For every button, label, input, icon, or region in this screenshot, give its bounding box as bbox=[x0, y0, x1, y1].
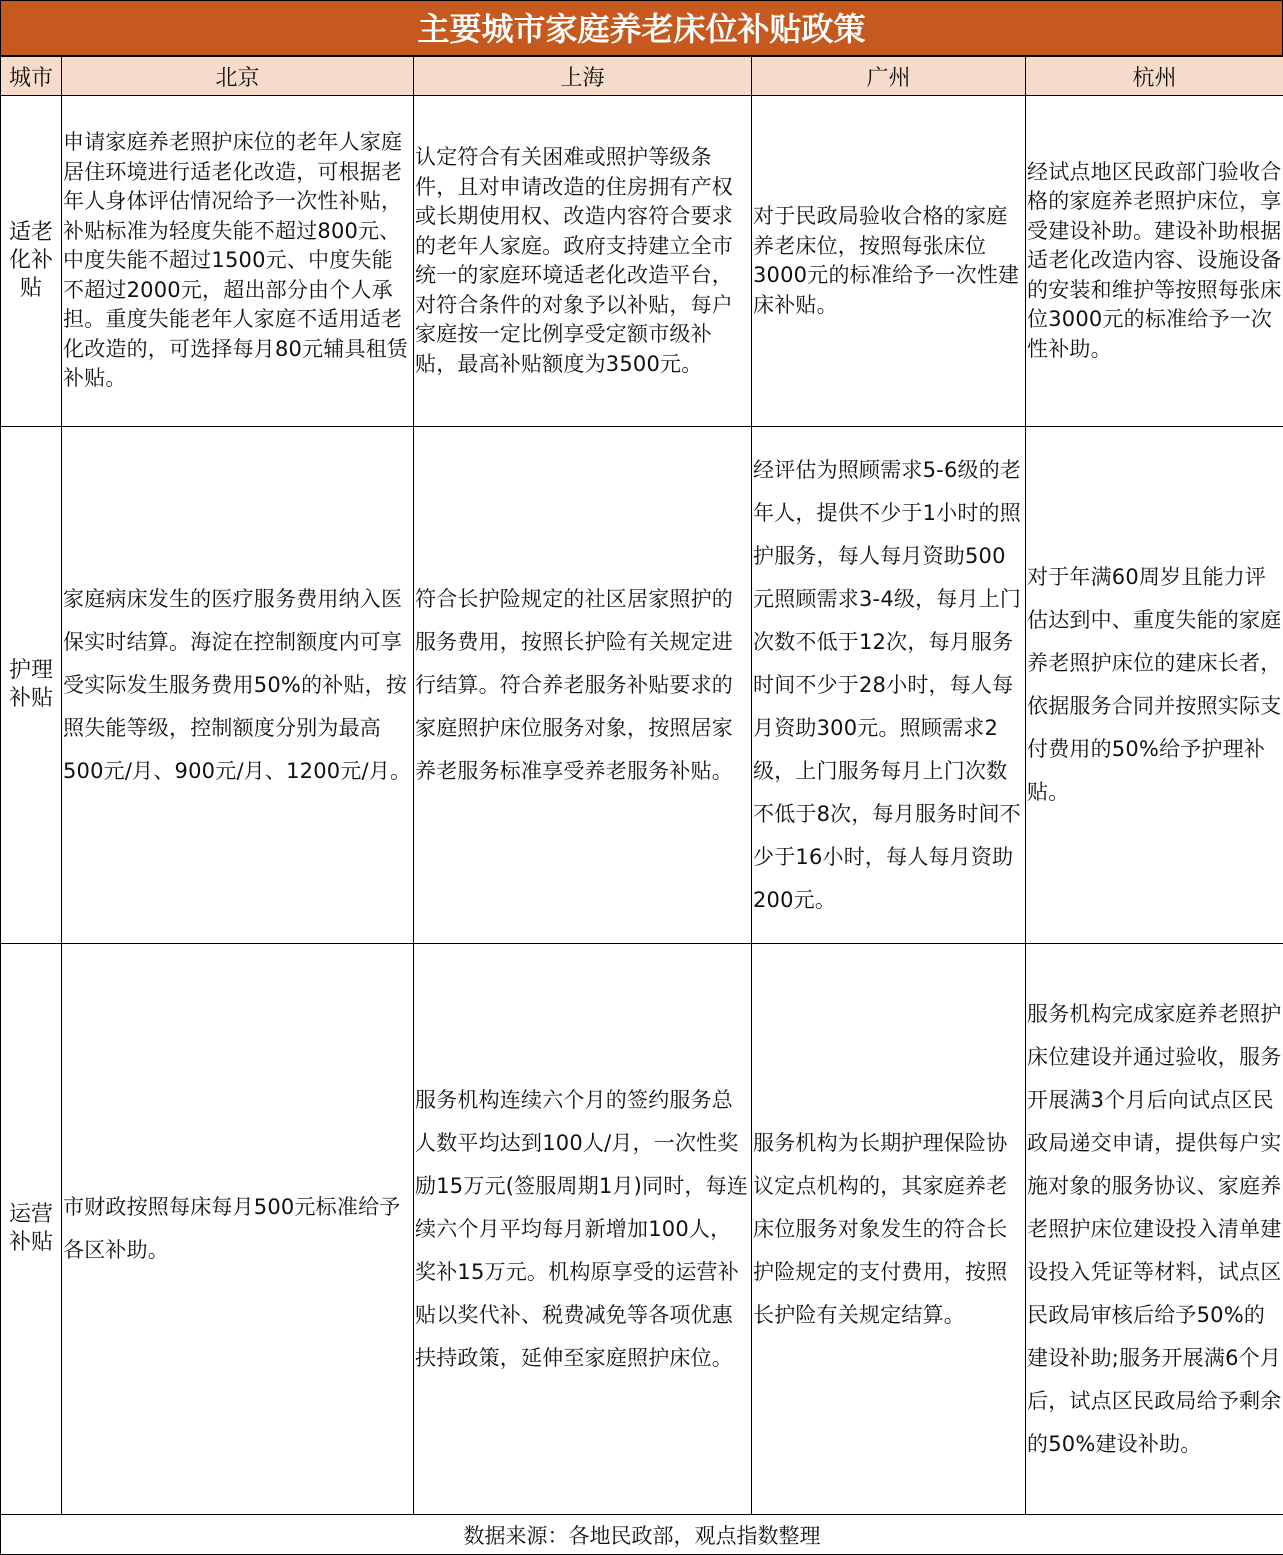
table-row bbox=[1, 427, 1283, 944]
header-city-label: 城市 bbox=[1, 57, 62, 96]
cell-guangzhou-renovation: 对于民政局验收合格的家庭养老床位，按照每张床位3000元的标准给予一次性建床补贴。 bbox=[752, 96, 1026, 427]
cell-beijing-operation: 市财政按照每床每月500元标准给予各区补助。 bbox=[62, 944, 414, 1515]
cell-guangzhou-care: 经评估为照顾需求5-6级的老年人，提供不少于1小时的照护服务，每人每月资助500元照顾需求3-4级，每月上门次数不低于12次，每月服务时间不少于28小时，每人每月资助300元。照顾需求2级，上门服务每月上门次数不低于8次，每月服务时间不少于16小时，每人每月资助200元。 bbox=[752, 427, 1026, 944]
page-title: 主要城市家庭养老床位补贴政策 bbox=[0, 0, 1283, 56]
row-label-renovation: 适老化补贴 bbox=[1, 96, 62, 427]
row-label-care: 护理补贴 bbox=[1, 427, 62, 944]
cell-shanghai-operation: 服务机构连续六个月的签约服务总人数平均达到100人/月，一次性奖励15万元(签服周期1月)同时，每连续六个月平均每月新增加100人，奖补15万元。机构原享受的运营补贴以奖代补、税费减免等各项优惠扶持政策，延伸至家庭照护床位。 bbox=[414, 944, 752, 1515]
row-label-operation: 运营补贴 bbox=[1, 944, 62, 1515]
cell-beijing-renovation: 申请家庭养老照护床位的老年人家庭居住环境进行适老化改造，可根据老年人身体评估情况给予一次性补贴，补贴标准为轻度失能不超过800元、中度失能不超过1500元、中度失能不超过2000元，超出部分由个人承担。重度失能老年人家庭不适用适老化改造的，可选择每月80元辅具租赁补贴。 bbox=[62, 96, 414, 427]
header-shanghai: 上海 bbox=[414, 57, 752, 96]
cell-hangzhou-operation: 服务机构完成家庭养老照护床位建设并通过验收，服务开展满3个月后向试点区民政局递交申请，提供每户实施对象的服务协议、家庭养老照护床位建设投入清单建设投入凭证等材料，试点区民政局审核后给予50%的建设补助;服务开展满6个月后，试点区民政局给予剩余的50%建设补助。 bbox=[1026, 944, 1283, 1515]
cell-shanghai-renovation: 认定符合有关困难或照护等级条件，且对申请改造的住房拥有产权或长期使用权、改造内容符合要求的老年人家庭。政府支持建立全市统一的家庭环境适老化改造平台，对符合条件的对象予以补贴，每户家庭按一定比例享受定额市级补贴，最高补贴额度为3500元。 bbox=[414, 96, 752, 427]
cell-hangzhou-care: 对于年满60周岁且能力评估达到中、重度失能的家庭养老照护床位的建床长者，依据服务合同并按照实际支付费用的50%给予护理补贴。 bbox=[1026, 427, 1283, 944]
header-guangzhou: 广州 bbox=[752, 57, 1026, 96]
table-row bbox=[1, 96, 1283, 427]
policy-table bbox=[0, 56, 1283, 1555]
header-row bbox=[1, 57, 1283, 96]
table-row bbox=[1, 944, 1283, 1515]
cell-hangzhou-renovation: 经试点地区民政部门验收合格的家庭养老照护床位，享受建设补助。建设补助根据适老化改造内容、设施设备的安装和维护等按照每张床位3000元的标准给予一次性补助。 bbox=[1026, 96, 1283, 427]
footer-row bbox=[1, 1515, 1283, 1555]
cell-guangzhou-operation: 服务机构为长期护理保险协议定点机构的，其家庭养老床位服务对象发生的符合长护险规定的支付费用，按照长护险有关规定结算。 bbox=[752, 944, 1026, 1515]
header-hangzhou: 杭州 bbox=[1026, 57, 1283, 96]
header-beijing: 北京 bbox=[62, 57, 414, 96]
cell-shanghai-care: 符合长护险规定的社区居家照护的服务费用，按照长护险有关规定进行结算。符合养老服务补贴要求的家庭照护床位服务对象，按照居家养老服务标准享受养老服务补贴。 bbox=[414, 427, 752, 944]
cell-beijing-care: 家庭病床发生的医疗服务费用纳入医保实时结算。海淀在控制额度内可享受实际发生服务费用50%的补贴，按照失能等级，控制额度分别为最高500元/月、900元/月、1200元/月。 bbox=[62, 427, 414, 944]
data-source-note: 数据来源：各地民政部，观点指数整理 bbox=[1, 1515, 1283, 1555]
